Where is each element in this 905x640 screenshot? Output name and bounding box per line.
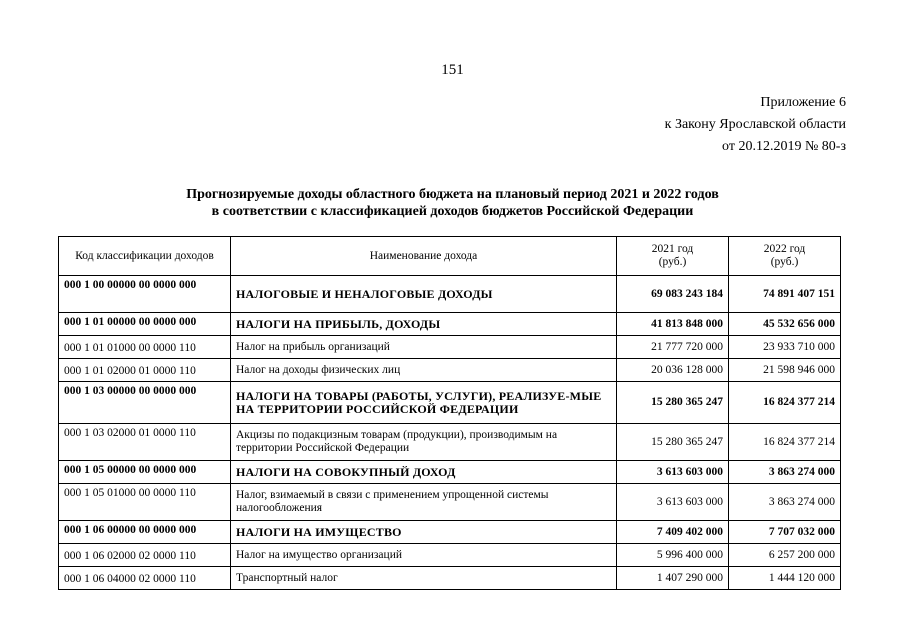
header-2022-unit: (руб.)	[770, 256, 799, 268]
cell-name: Налог на имущество организаций	[231, 544, 617, 567]
cell-2022: 74 891 407 151	[729, 276, 841, 313]
cell-name: Налог на доходы физических лиц	[231, 359, 617, 382]
cell-name: Транспортный налог	[231, 567, 617, 590]
cell-2022: 6 257 200 000	[729, 544, 841, 567]
cell-name: НАЛОГИ НА СОВОКУПНЫЙ ДОХОД	[231, 461, 617, 484]
document-title	[0, 186, 905, 220]
title-line-1: Прогнозируемые доходы областного бюджета на плановый период 2021 и 2022 годов	[186, 187, 719, 202]
cell-2022: 21 598 946 000	[729, 359, 841, 382]
header-2021	[617, 237, 729, 276]
income-table	[58, 236, 841, 590]
table-row	[59, 461, 841, 484]
cell-2022: 1 444 120 000	[729, 567, 841, 590]
cell-name: НАЛОГИ НА ПРИБЫЛЬ, ДОХОДЫ	[231, 313, 617, 336]
cell-2022: 16 824 377 214	[729, 424, 841, 461]
table-row	[59, 382, 841, 424]
table-body	[59, 276, 841, 590]
cell-2021: 15 280 365 247	[617, 424, 729, 461]
header-code: Код классификации доходов	[59, 237, 231, 276]
table-row	[59, 567, 841, 590]
appendix-block	[665, 92, 846, 158]
header-2021-unit: (руб.)	[658, 256, 687, 268]
cell-code: 000 1 06 02000 02 0000 110	[59, 544, 231, 567]
appendix-line-3: от 20.12.2019 № 80-з	[722, 139, 846, 154]
cell-2021: 20 036 128 000	[617, 359, 729, 382]
cell-code: 000 1 06 00000 00 0000 000	[59, 521, 231, 544]
cell-2022: 3 863 274 000	[729, 484, 841, 521]
title-line-2: в соответствии с классификацией доходов бюджетов Российской Федерации	[211, 204, 694, 219]
cell-code: 000 1 01 02000 01 0000 110	[59, 359, 231, 382]
cell-2022: 7 707 032 000	[729, 521, 841, 544]
cell-2021: 21 777 720 000	[617, 336, 729, 359]
table-row	[59, 544, 841, 567]
cell-name: Налог, взимаемый в связи с применением упрощенной системы налогообложения	[231, 484, 617, 521]
cell-code: 000 1 03 00000 00 0000 000	[59, 382, 231, 424]
cell-2022: 45 532 656 000	[729, 313, 841, 336]
table-row	[59, 424, 841, 461]
cell-code: 000 1 06 04000 02 0000 110	[59, 567, 231, 590]
table-row	[59, 276, 841, 313]
table-row	[59, 521, 841, 544]
table-header-row	[59, 237, 841, 276]
header-name: Наименование дохода	[231, 237, 617, 276]
cell-code: 000 1 05 00000 00 0000 000	[59, 461, 231, 484]
cell-2021: 3 613 603 000	[617, 461, 729, 484]
cell-2022: 16 824 377 214	[729, 382, 841, 424]
header-2021-year: 2021 год	[651, 243, 694, 255]
cell-2021: 41 813 848 000	[617, 313, 729, 336]
cell-2021: 15 280 365 247	[617, 382, 729, 424]
cell-code: 000 1 03 02000 01 0000 110	[59, 424, 231, 461]
cell-2021: 1 407 290 000	[617, 567, 729, 590]
cell-2022: 3 863 274 000	[729, 461, 841, 484]
cell-2021: 5 996 400 000	[617, 544, 729, 567]
cell-2022: 23 933 710 000	[729, 336, 841, 359]
table-row	[59, 359, 841, 382]
cell-2021: 7 409 402 000	[617, 521, 729, 544]
cell-name: Налог на прибыль организаций	[231, 336, 617, 359]
cell-name: НАЛОГОВЫЕ И НЕНАЛОГОВЫЕ ДОХОДЫ	[231, 276, 617, 313]
table-row	[59, 313, 841, 336]
cell-code: 000 1 05 01000 00 0000 110	[59, 484, 231, 521]
cell-name: НАЛОГИ НА ИМУЩЕСТВО	[231, 521, 617, 544]
cell-name: НАЛОГИ НА ТОВАРЫ (РАБОТЫ, УСЛУГИ), РЕАЛИЗУЕ-МЫЕ НА ТЕРРИТОРИИ РОССИЙСКОЙ ФЕДЕРАЦИИ	[231, 382, 617, 424]
cell-code: 000 1 01 01000 00 0000 110	[59, 336, 231, 359]
page-number: 151	[441, 62, 464, 78]
cell-code: 000 1 01 00000 00 0000 000	[59, 313, 231, 336]
cell-name: Акцизы по подакцизным товарам (продукции), производимым на территории Российской Федерации	[231, 424, 617, 461]
cell-2021: 3 613 603 000	[617, 484, 729, 521]
cell-2021: 69 083 243 184	[617, 276, 729, 313]
table-row	[59, 336, 841, 359]
header-2022-year: 2022 год	[763, 243, 806, 255]
appendix-line-1: Приложение 6	[760, 95, 846, 110]
table-row	[59, 484, 841, 521]
header-2022	[729, 237, 841, 276]
cell-code: 000 1 00 00000 00 0000 000	[59, 276, 231, 313]
appendix-line-2: к Закону Ярославской области	[664, 117, 846, 132]
